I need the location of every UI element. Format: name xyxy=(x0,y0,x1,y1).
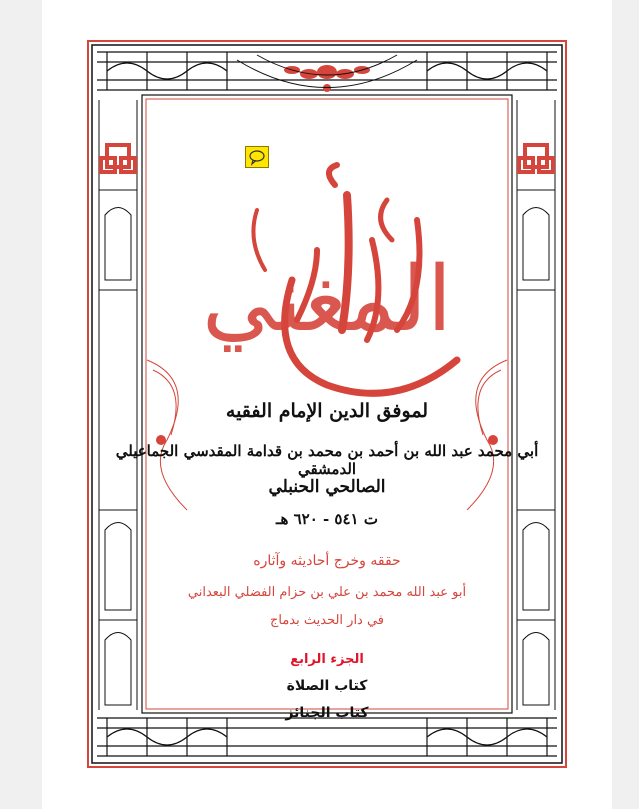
book-title: المغني xyxy=(201,247,453,352)
editor-name: أبو عبد الله محمد بن علي بن حزام الفضلي البعداني xyxy=(187,585,467,600)
editor-place: في دار الحديث بدماج xyxy=(269,613,385,628)
author-dates: ت ٥٤١ - ٦٢٠ هـ xyxy=(276,510,378,528)
document-page xyxy=(42,0,612,809)
speech-bubble-icon xyxy=(246,147,268,167)
author-line-2: أبي محمد عبد الله بن أحمد بن محمد بن قدامة المقدسي الجماعيلي الدمشقي xyxy=(115,442,539,478)
volume-label: الجزء الرابع xyxy=(290,652,364,667)
section-1: كتاب الصلاة xyxy=(286,678,368,694)
cover-frame xyxy=(87,40,567,768)
author-line-3: الصالحي الحنبلي xyxy=(268,477,386,497)
title-calligraphy xyxy=(87,160,567,410)
comment-icon[interactable] xyxy=(245,146,269,168)
section-2: كتاب الجنائز xyxy=(285,705,369,721)
verified-by-label: حققه وخرج أحاديثه وآثاره xyxy=(253,553,401,569)
author-line-1: لموفق الدين الإمام الفقيه xyxy=(225,400,429,422)
